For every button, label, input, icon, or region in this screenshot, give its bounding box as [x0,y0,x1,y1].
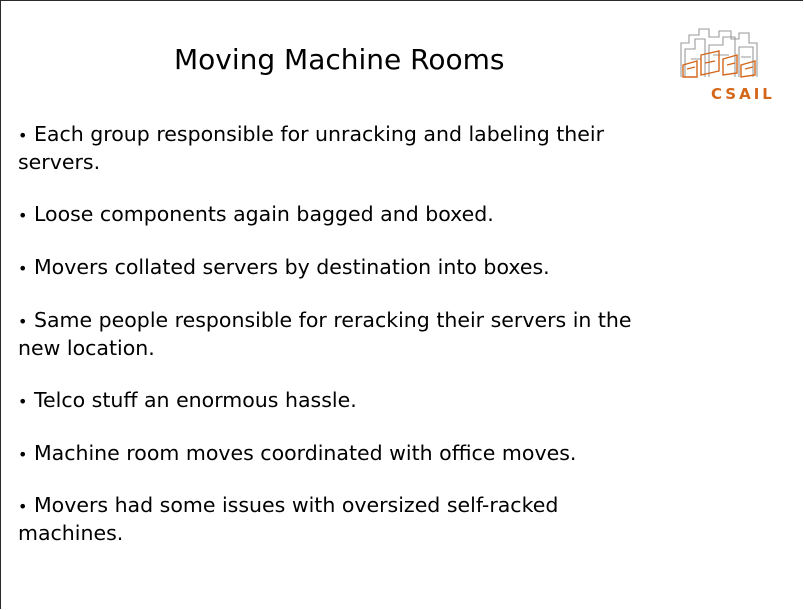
bullet-dot: • [18,206,28,225]
bullet-item [18,387,658,415]
bullet-dot: • [18,445,28,464]
csail-logo [679,25,777,105]
bullet-item [18,254,658,282]
bullet-item [18,492,658,547]
bullet-dot: • [18,392,28,411]
bullet-item [18,440,658,468]
slide-title: Moving Machine Rooms [174,43,505,76]
bullet-item [18,201,658,229]
csail-logo-text: CSAIL [711,85,775,103]
bullet-text: Telco stuff an enormous hassle. [33,388,357,412]
bullet-text: Same people responsible for reracking their servers in the new location. [18,308,632,360]
bullet-dot: • [18,312,28,331]
bullet-text: Movers had some issues with oversized self-racked machines. [18,493,559,545]
bullet-text: Each group responsible for unracking and labeling their servers. [18,122,605,174]
bullet-text: Loose components again bagged and boxed. [33,202,494,226]
bullet-text: Movers collated servers by destination into boxes. [33,255,550,279]
bullet-item [18,121,658,176]
bullet-text: Machine room moves coordinated with office moves. [33,441,577,465]
bullet-item [18,307,658,362]
bullet-dot: • [18,497,28,516]
bullet-dot: • [18,126,28,145]
bullet-dot: • [18,259,28,278]
csail-buildings-logo-icon [679,25,759,83]
